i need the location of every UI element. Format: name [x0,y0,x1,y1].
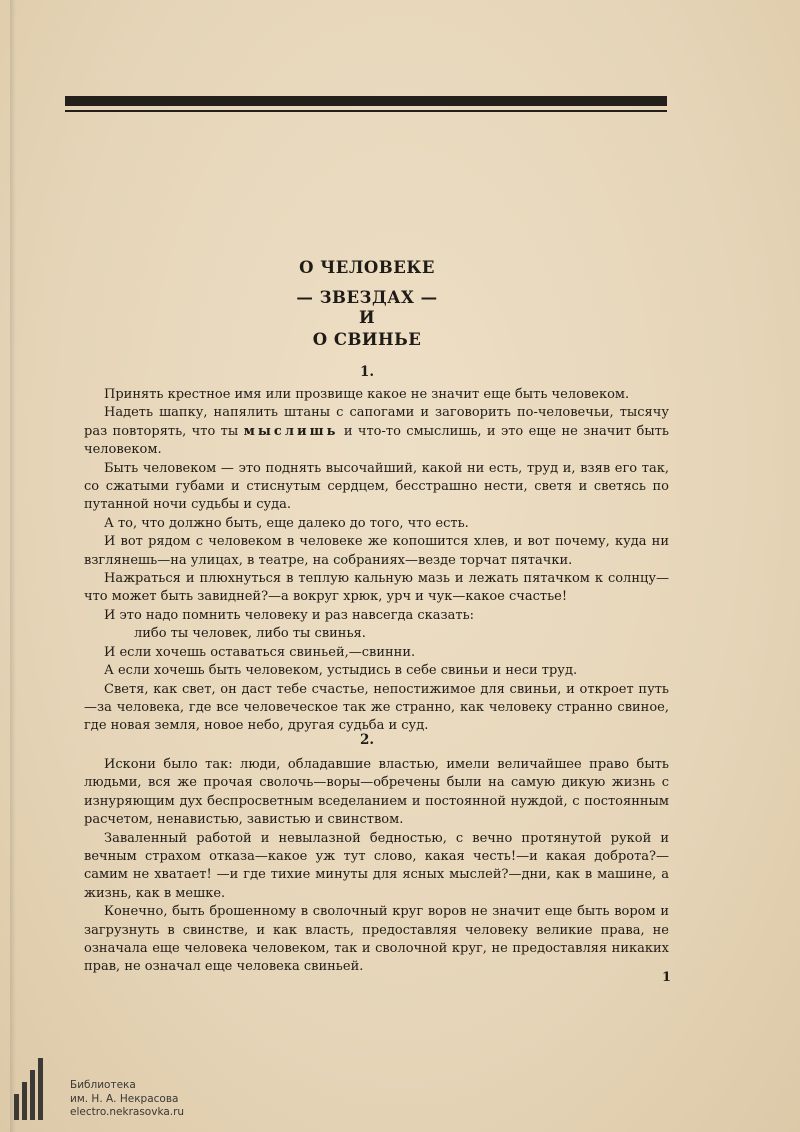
emphasis-text: мыслишь [243,423,339,439]
paragraph: Светя, как свет, он даст тебе счастье, непостижимое для свиньи, и откроет путь—за человека, где все человеческое так же странно, как человеку странно свиное, где новая земля, новое небо, другая судьба и суд. [84,681,669,734]
paragraph: Нажраться и плюхнуться в теплую кальную мазь и лежать пятачком к солнцу—что может быть завидней?—а вокруг хрюк, урч и чук—какое счастье! [84,571,669,605]
paragraph-text: и что-то смыслишь, и это еще не значит быть человеком. [84,423,670,458]
paragraph: И вот рядом с человеком в человеке же копошится хлев, и вот почему, куда ни взглянешь—на улицах, в театре, на собраниях—везде торчат пятачки. [84,534,669,568]
page-fold-shadow [10,0,16,1132]
paragraph: А то, что должно быть, еще далеко до того, что есть. [104,515,469,531]
paragraph-text: Надеть шапку, напялить штаны с сапогами и заговорить по-человечьи, тысячу раз повторять, что ты [84,405,669,439]
paragraph: И если хочешь оставаться свиньей,—свинни. [104,644,416,660]
section-number: 2. [359,732,375,748]
paragraph: Конечно, быть брошенному в сволочный круг воров не значит еще быть вором и загрузнуть в свинстве, и как власть, предоставляя человеку великие права, не означала еще человека человеком, так и сволочной круг, не предоставляя никаких прав, не означал еще человека свиньей. [84,904,669,975]
section-1-text [84,386,669,736]
header-rule-thick [65,96,667,106]
paragraph: А если хочешь быть человеком, устыдись в себе свиньи и неси труд. [104,663,578,679]
title-line-3: И [358,308,376,327]
section-2-text [84,756,669,977]
library-url[interactable]: electro.nekrasovka.ru [70,1106,185,1118]
title-line-2: — ЗВЕЗДАХ — [296,288,438,307]
paragraph: И это надо помнить человеку и раз навсегда сказать: [104,607,475,623]
paragraph: Заваленный работой и невылазной бедностью, с вечно протянутой рукой и вечным страхом отказа—какое уж тут слово, какая честь!—и какая доброта?—самим не хватает! —и где тихие минуты для ясных мыслей?—дни, как в машине, а жизнь, как в мешке. [84,830,669,901]
title-line-1: О ЧЕЛОВЕКЕ [299,258,435,277]
paragraph: либо ты человек, либо ты свинья. [134,626,366,642]
section-number: 1. [359,364,375,380]
library-watermark [70,1079,184,1120]
title-line-4: О СВИНЬЕ [312,330,422,349]
paragraph: Искони было так: люди, обладавшие властью, имели величайшее право быть людьми, вся же прочая сволочь—воры—обречены были на самую дикую жизнь с изнуряющим дух беспросветным вседеланием и постоянной нуждой, с постоянным расчетом, ненавистью, завистью и свинством. [84,757,669,828]
library-dedication: им. Н. А. Некрасова [70,1092,179,1105]
paragraph: Быть человеком — это поднять высочайший, какой ни есть, труд и, взяв его так, со сжатыми губами и стиснутым сердцем, бесстрашно нести, светя и светясь по путанной ночи судьбы и суда. [84,460,669,513]
library-logo-icon [14,1058,43,1120]
page-number: 1 [662,970,672,985]
paragraph: Принять крестное имя или прозвище какое не значит еще быть человеком. [104,387,630,402]
library-name: Библиотека [70,1079,136,1091]
header-rule-thin [65,110,667,112]
paragraph [84,404,669,459]
